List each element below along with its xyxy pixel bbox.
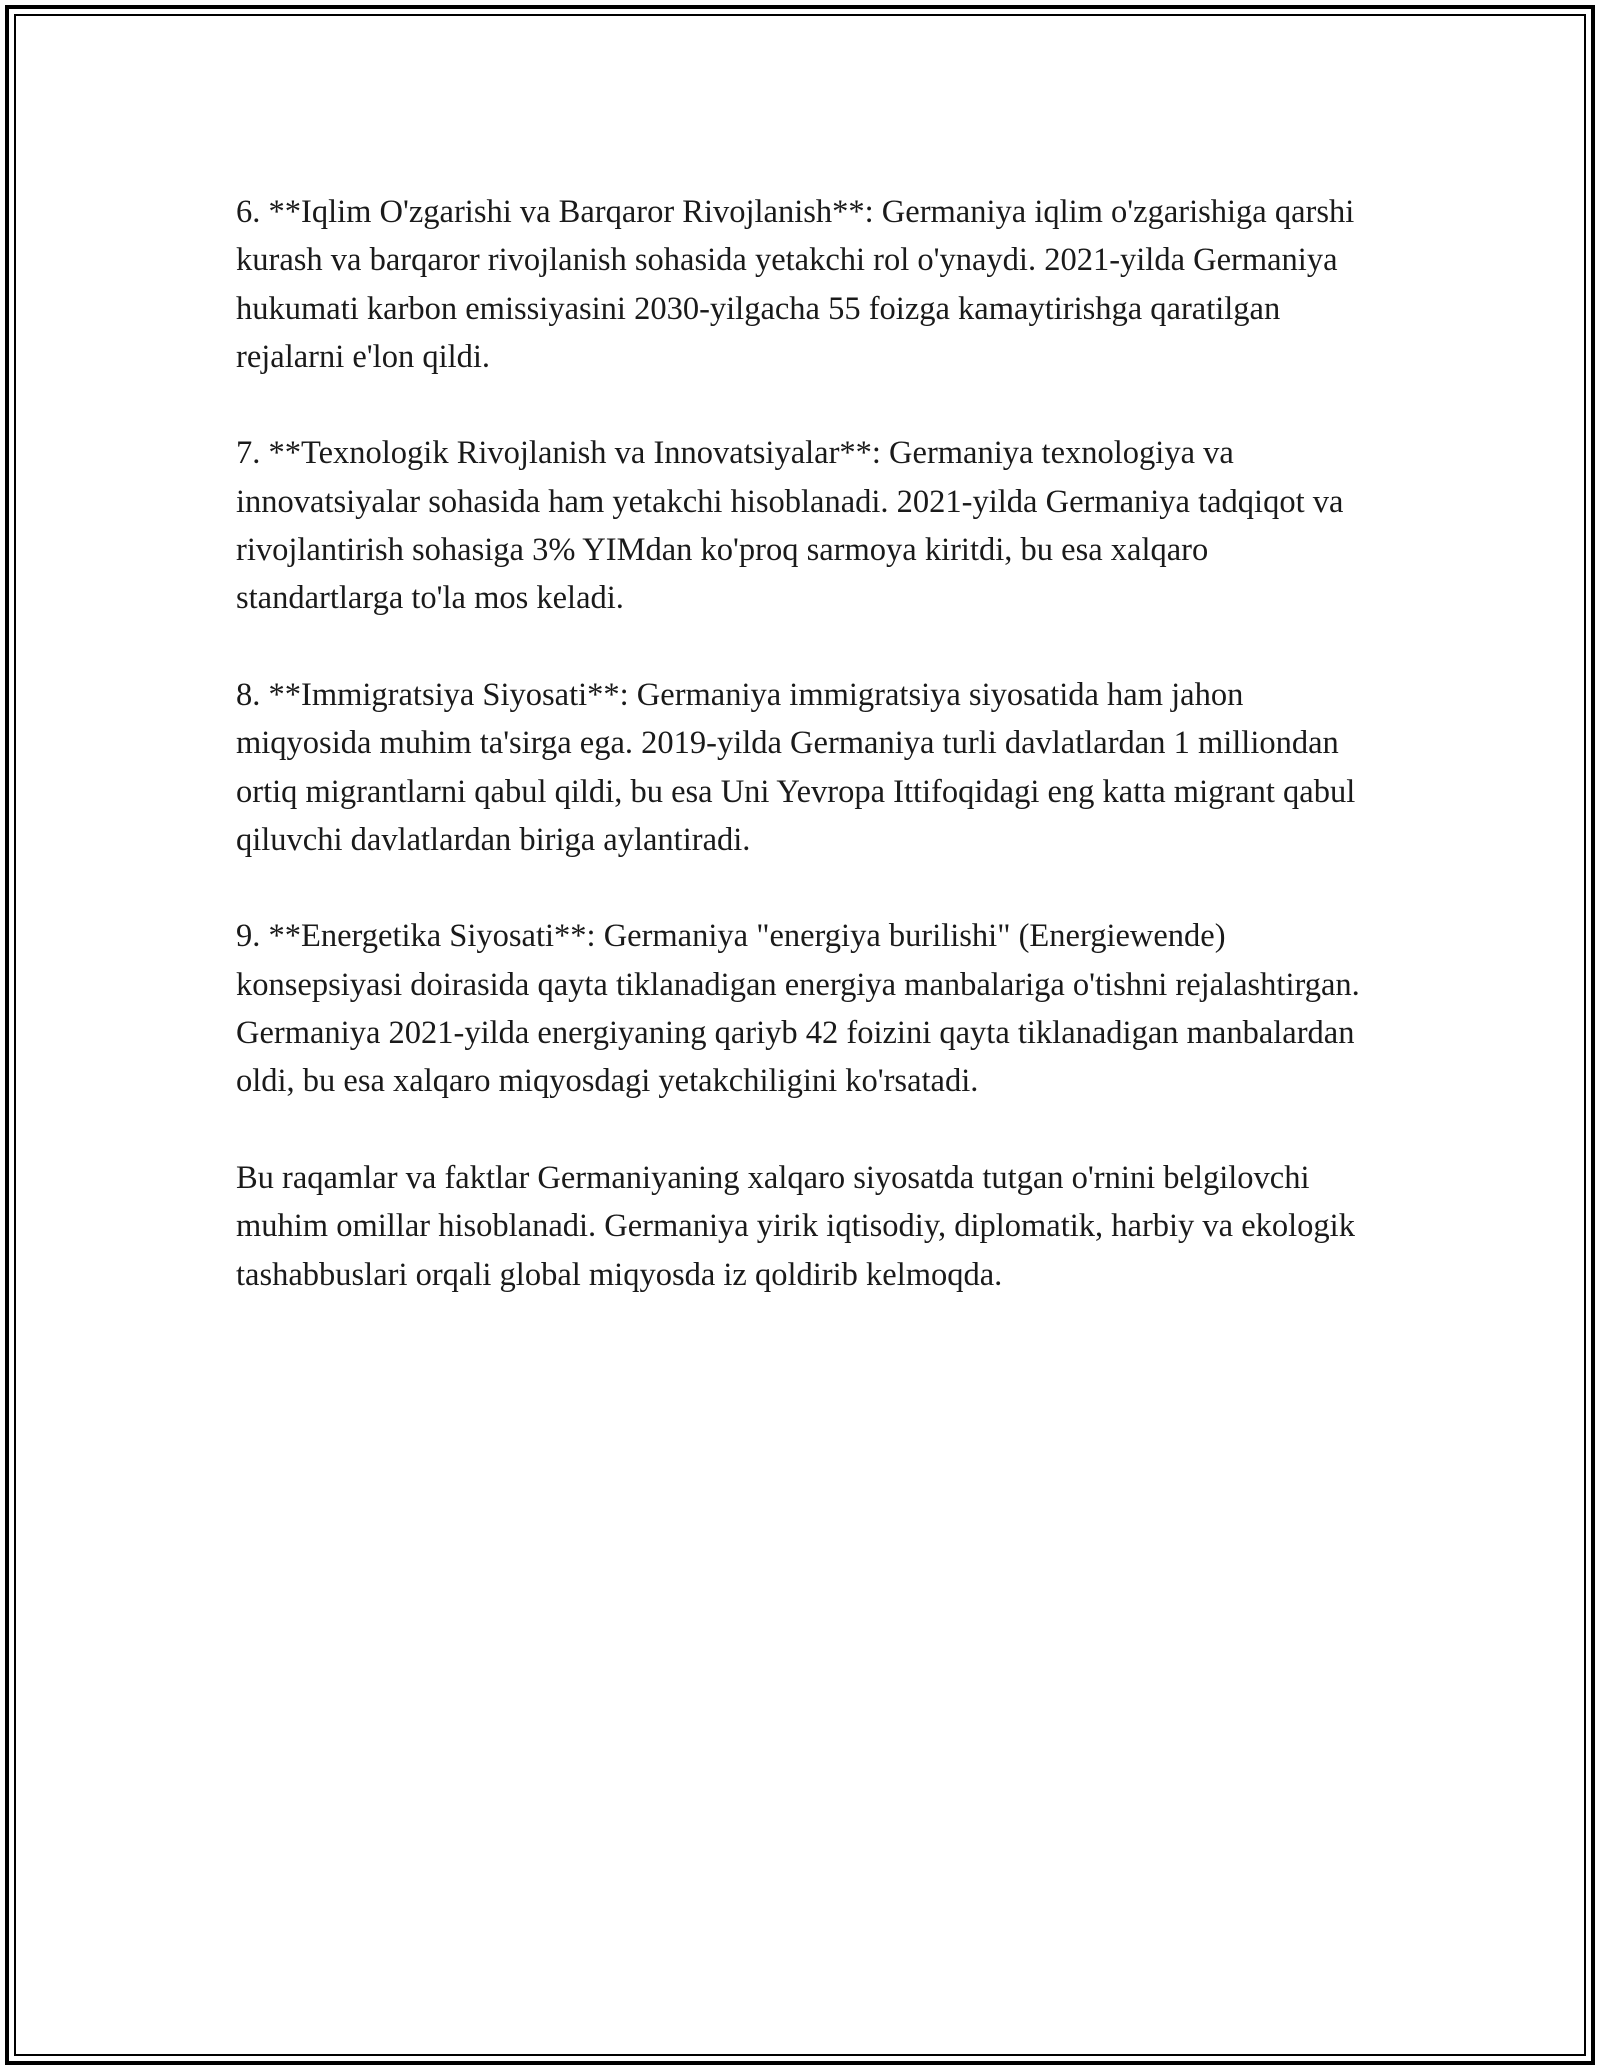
document-body bbox=[236, 188, 1376, 1299]
paragraph-immigration-policy: 8. **Immigratsiya Siyosati**: Germaniya immigratsiya siyosatida ham jahon miqyosida muhim ta'sirga ega. 2019-yilda Germaniya turli davlatlardan 1 milliondan ortiq migrantlarni qabul qildi, bu esa Uni Yevropa Ittifoqidagi eng katta migrant qabul qiluvchi davlatlardan biriga aylantiradi. bbox=[236, 676, 1356, 858]
paragraph-technology-innovation: 7. **Texnologik Rivojlanish va Innovatsiyalar**: Germaniya texnologiya va innovatsiyalar sohasida ham yetakchi hisoblanadi. 2021-yilda Germaniya tadqiqot va rivojlantirish sohasiga 3% YIMdan ko'proq sarmoya kiritdi, bu esa xalqaro standartlarga to'la mos keladi. bbox=[236, 435, 1344, 617]
paragraph-conclusion: Bu raqamlar va faktlar Germaniyaning xalqaro siyosatda tutgan o'rnini belgilovchi muhim omillar hisoblanadi. Germaniya yirik iqtisodiy, diplomatik, harbiy va ekologik tashabbuslari orqali global miqyosda iz qoldirib kelmoqda. bbox=[236, 1159, 1355, 1293]
paragraph-climate-change: 6. **Iqlim O'zgarishi va Barqaror Rivojlanish**: Germaniya iqlim o'zgarishiga qarshi kurash va barqaror rivojlanish sohasida yetakchi rol o'ynaydi. 2021-yilda Germaniya hukumati karbon emissiyasini 2030-yilgacha 55 foizga kamaytirishga qaratilgan rejalarni e'lon qildi. bbox=[236, 194, 1355, 375]
paragraph-energy-policy: 9. **Energetika Siyosati**: Germaniya "energiya burilishi" (Energiewende) konsepsiyasi doirasida qayta tiklanadigan energiya manbalariga o'tishni rejalashtirgan. Germaniya 2021-yilda energiyaning qariyb 42 foizini qayta tiklanadigan manbalardan oldi, bu esa xalqaro miqyosdagi yetakchiligini ko'rsatadi. bbox=[236, 918, 1360, 1100]
